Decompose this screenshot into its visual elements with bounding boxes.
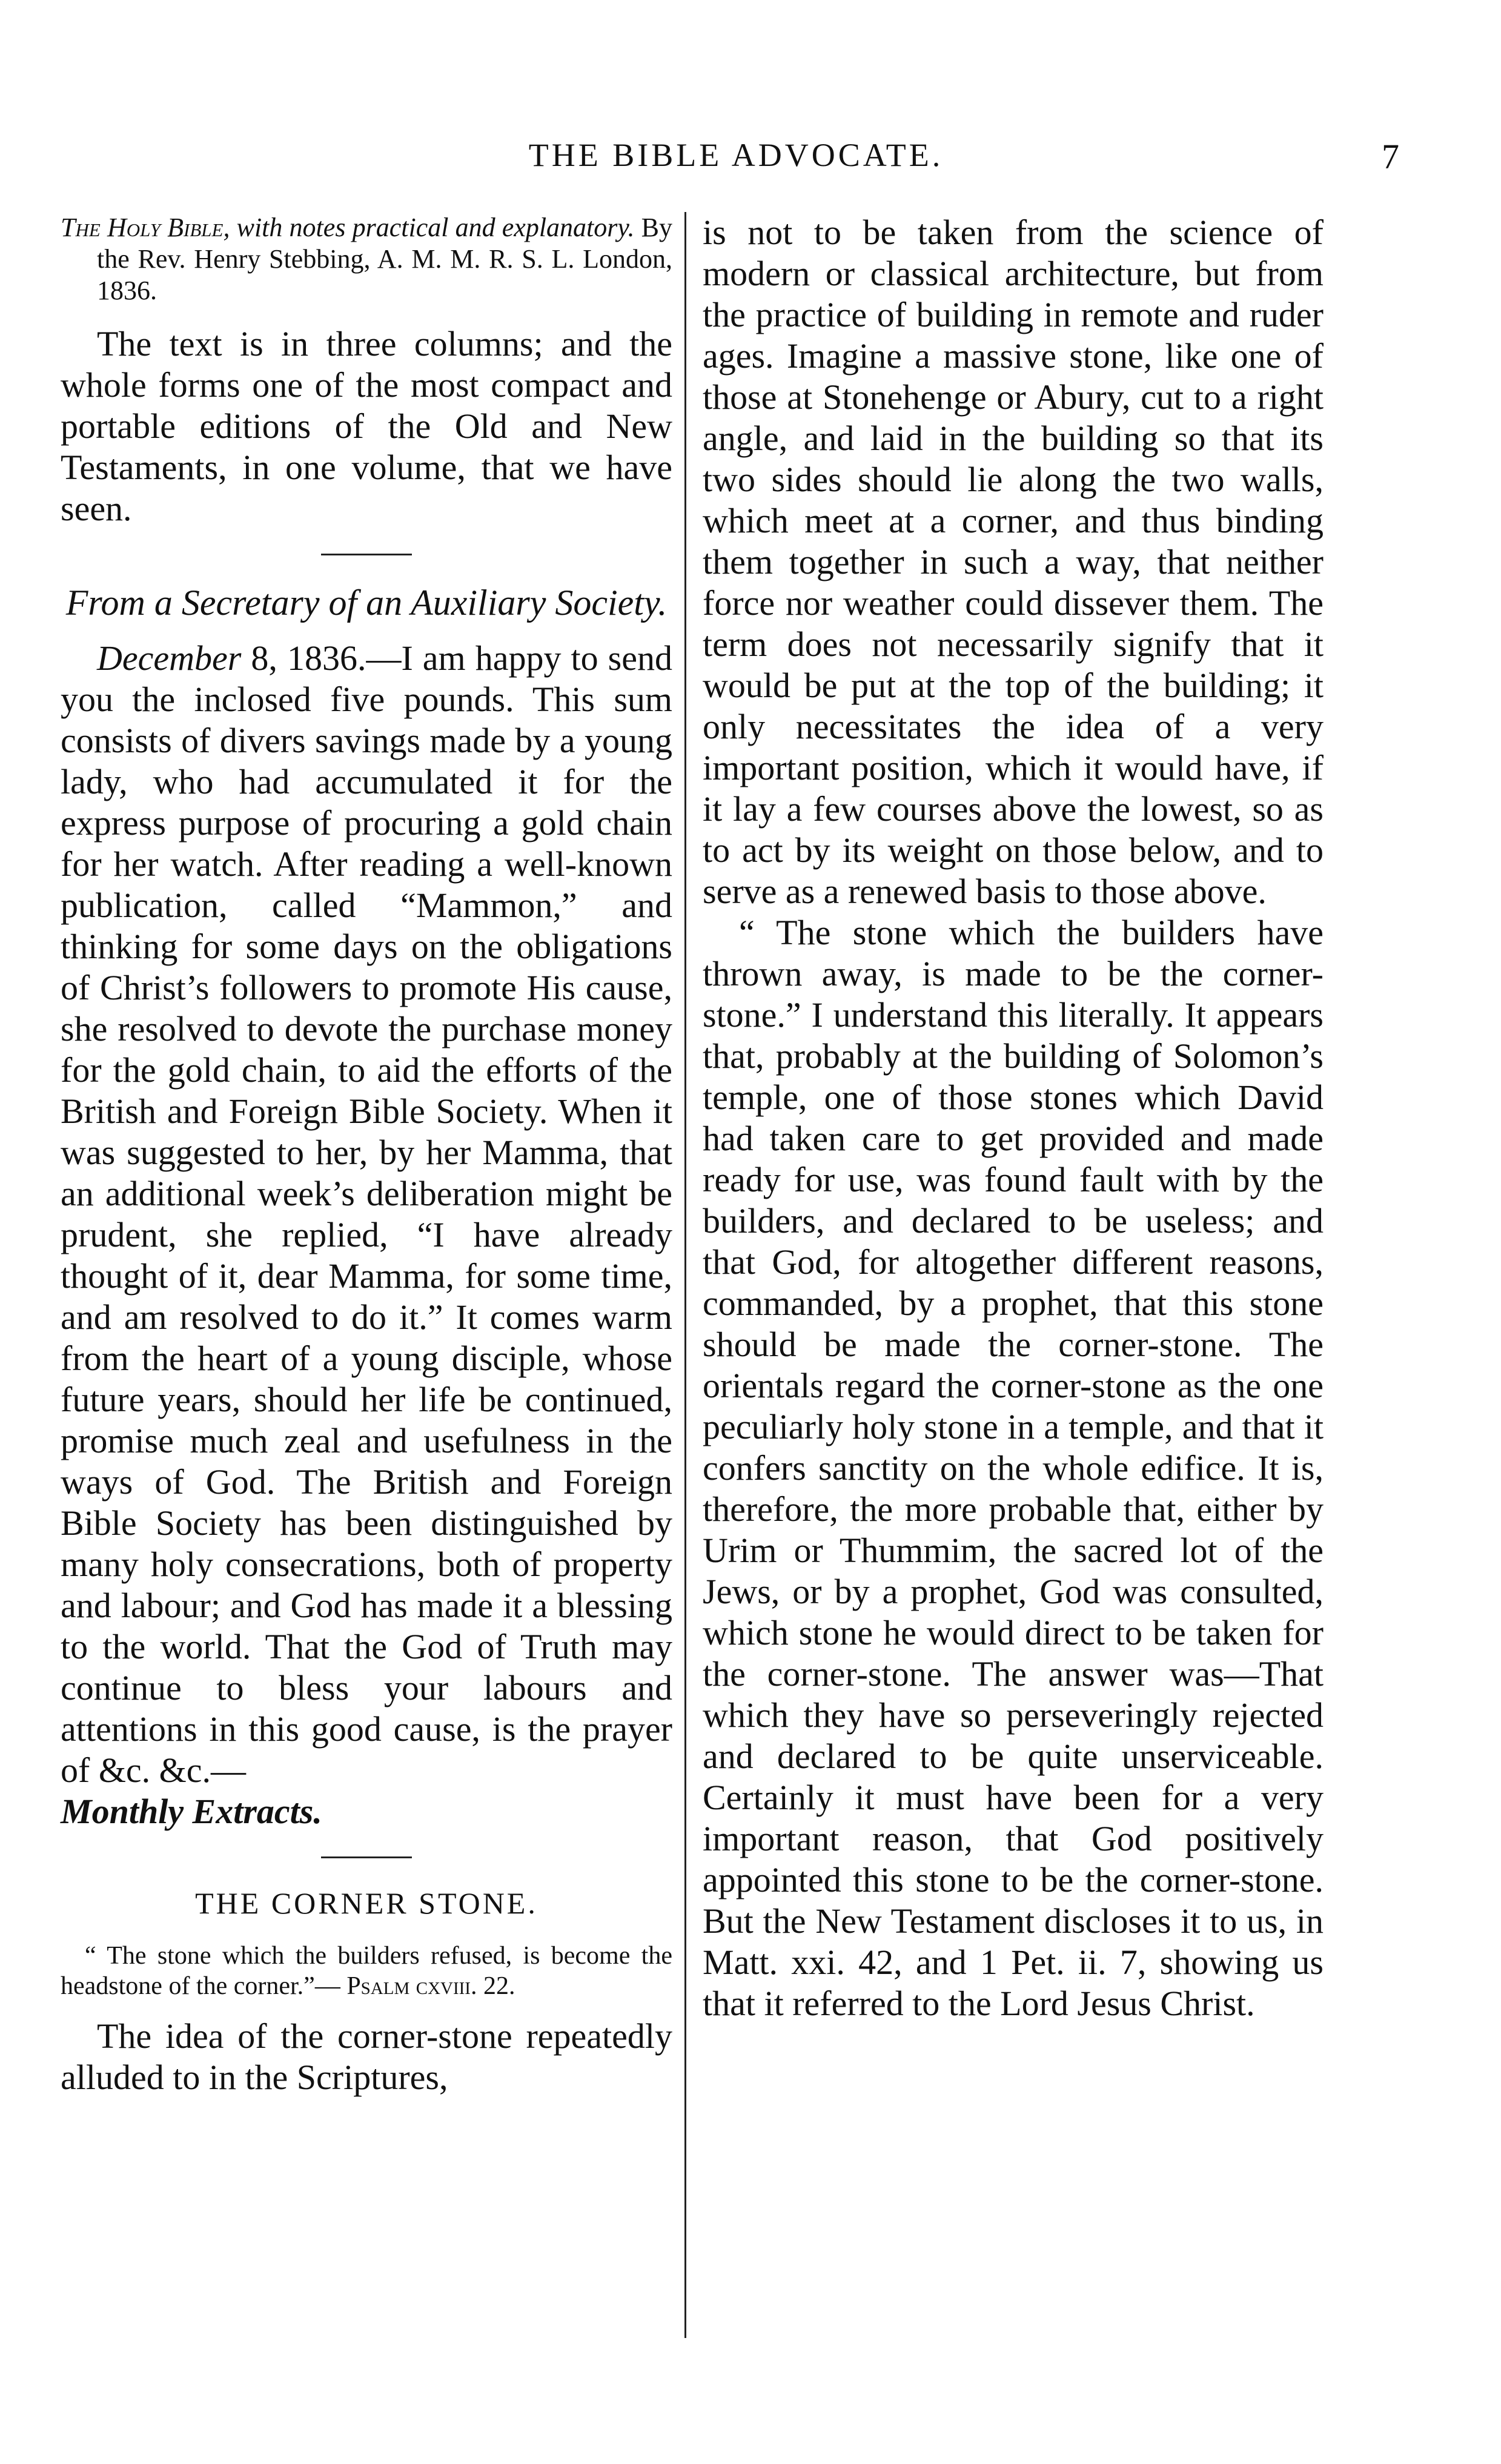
column-divider (684, 212, 686, 2338)
article-start: The idea of the corner-stone repeatedly alluded to in the Scriptures, (61, 2016, 672, 2097)
page-number: 7 (1382, 137, 1399, 176)
letter-text: 8, 1836.—I am happy to send you the inclosed five pounds. This sum consists of divers savings made by a young lady, who had accumulated it for the express purpose of procuring a gold chain for her watch. After reading a well-known publication, called “Mammon,” and thinking for some days on the obligations of Christ’s followers to promote His cause, she resolved to devote the purchase money for the gold chain, to aid the efforts of the British and Foreign Bible Society. When it was suggested to her, by her Mamma, that an additional week’s deliberation might be prudent, she replied, “I have already thought of it, dear Mamma, for some time, and am resolved to do it.” It comes warm from the heart of a young disciple, whose future years, should her life be continued, promise much zeal and usefulness in the ways of God. The British and Foreign Bible Society has been distinguished by many holy consecrations, both of property and labour; and God has made it a blessing to the world. That the God of Truth may continue to bless your labours and attentions in this good cause, is the prayer of &c. &c.— (61, 638, 672, 1790)
book-review-heading (61, 212, 672, 306)
left-column (61, 212, 672, 2098)
review-text: The text is in three columns; and the whole forms one of the most compact and portable editions of the Old and New Testaments, in one volume, that we have seen. (61, 324, 672, 528)
article-paragraph-1: is not to be taken from the science of modern or classical architecture, but from the practice of building in remote and ruder ages. Imagine a massive stone, like one of those at Stonehenge or Abury, cut to a right angle, and laid in the building so that its two sides should lie along the two walls, which meet at a corner, and thus binding them together in such a way, that neither force nor weather could dissever them. The term does not necessarily signify that it would be put at the top of the building; it only necessitates the idea of a very important position, which it would have, if it lay a few courses above the lowest, so as to act by its weight on those below, and to serve as a renewed basis to those above. (703, 213, 1324, 911)
book-info: By the Rev. Henry Stebbing, A. M. M. R. S. L. London, 1836. (97, 213, 673, 305)
section-rule (321, 554, 412, 555)
letter-body (61, 638, 672, 1832)
header-title: THE BIBLE ADVOCATE. (528, 137, 944, 173)
epigraph-reference: Psalm cxviii. 22. (346, 1972, 515, 2000)
epigraph (61, 1941, 672, 2001)
article-paragraph-2: “ The stone which the builders have thrown away, is made to be the corner-stone.” I understand this literally. It appears that, probably at the building of Solomon’s temple, one of those stones which David had taken care to get provided and made ready for use, was found fault with by the builders, and declared to be useless; and that God, for altogether different reasons, commanded, by a prophet, that this stone should be made the corner-stone. The orientals regard the corner-stone as the one peculiarly holy stone in a temple, and that it confers sanctity on the whole edifice. It is, therefore, the more probable that, either by Urim or Thummim, the sacred lot of the Jews, or by a prophet, God was consulted, which stone he would direct to be taken for the corner-stone. The answer was—That which they have so perseveringly rejected and declared to be quite unserviceable. Certainly it must have been for a very important reason, that God positively appointed this stone to be the corner-stone. But the New Testament discloses it to us, in Matt. xxi. 42, and 1 Pet. ii. 7, showing us that it referred to the Lord Jesus Christ. (703, 913, 1324, 2023)
letter-title: From a Secretary of an Auxiliary Society. (65, 583, 668, 623)
right-column (703, 212, 1324, 2024)
letter-date: December (97, 638, 242, 678)
book-description: with notes practical and explanatory. (230, 213, 635, 242)
book-title: The Holy Bible, (61, 213, 230, 242)
epigraph-text: “ The stone which the builders refused, is become the headstone of the corner.”— (61, 1942, 672, 2000)
section-rule (321, 1856, 412, 1858)
article-title: THE CORNER STONE. (195, 1886, 538, 1920)
running-header (61, 136, 1411, 185)
letter-signature: Monthly Extracts. (61, 1792, 322, 1831)
